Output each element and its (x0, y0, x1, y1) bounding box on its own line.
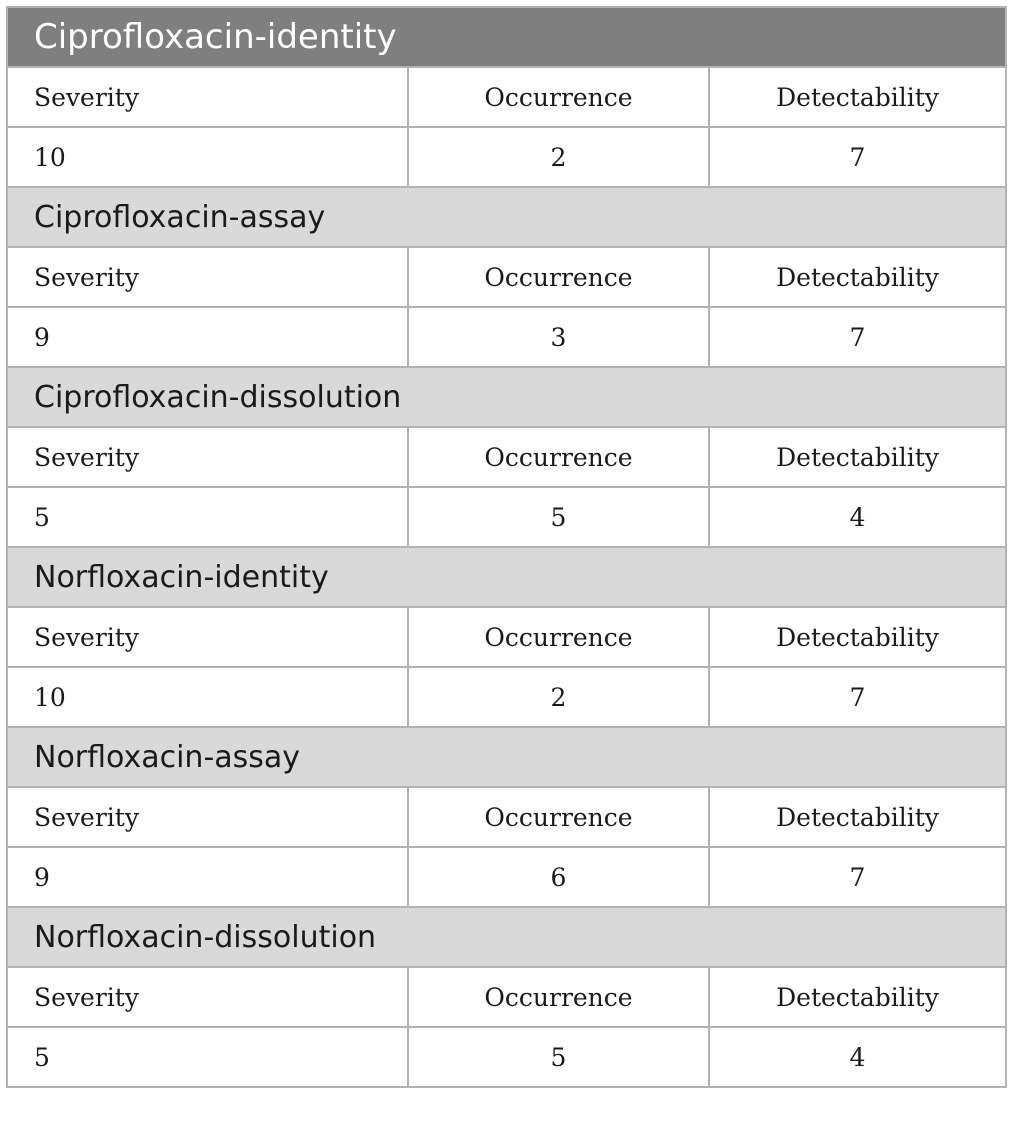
occurrence-label: Occurrence (408, 247, 709, 307)
section-title: Norfloxacin-assay (7, 727, 1006, 787)
detectability-value: 4 (709, 487, 1006, 547)
detectability-label: Detectability (709, 607, 1006, 667)
fmea-table (6, 6, 1007, 1088)
detectability-label: Detectability (709, 247, 1006, 307)
section-title: Ciprofloxacin-dissolution (7, 367, 1006, 427)
label-row (7, 427, 1006, 487)
value-row (7, 307, 1006, 367)
label-row (7, 787, 1006, 847)
section-header-row (7, 367, 1006, 427)
value-row (7, 847, 1006, 907)
label-row (7, 247, 1006, 307)
occurrence-label: Occurrence (408, 67, 709, 127)
section-title: Ciprofloxacin-identity (7, 7, 1006, 67)
label-row (7, 67, 1006, 127)
severity-value: 5 (7, 1027, 408, 1087)
occurrence-value: 5 (408, 1027, 709, 1087)
label-row (7, 967, 1006, 1027)
section-title: Norfloxacin-dissolution (7, 907, 1006, 967)
severity-value: 10 (7, 127, 408, 187)
label-row (7, 607, 1006, 667)
occurrence-label: Occurrence (408, 427, 709, 487)
section-title: Norfloxacin-identity (7, 547, 1006, 607)
severity-value: 10 (7, 667, 408, 727)
section-header-row (7, 187, 1006, 247)
detectability-value: 7 (709, 127, 1006, 187)
section-header-row (7, 547, 1006, 607)
severity-value: 9 (7, 847, 408, 907)
section-header-row (7, 907, 1006, 967)
detectability-label: Detectability (709, 787, 1006, 847)
section-title: Ciprofloxacin-assay (7, 187, 1006, 247)
value-row (7, 127, 1006, 187)
value-row (7, 667, 1006, 727)
severity-label: Severity (7, 247, 408, 307)
severity-label: Severity (7, 967, 408, 1027)
value-row (7, 1027, 1006, 1087)
severity-label: Severity (7, 787, 408, 847)
occurrence-label: Occurrence (408, 787, 709, 847)
occurrence-value: 3 (408, 307, 709, 367)
occurrence-value: 2 (408, 667, 709, 727)
severity-label: Severity (7, 607, 408, 667)
occurrence-value: 2 (408, 127, 709, 187)
severity-value: 5 (7, 487, 408, 547)
detectability-label: Detectability (709, 67, 1006, 127)
detectability-value: 4 (709, 1027, 1006, 1087)
occurrence-value: 6 (408, 847, 709, 907)
section-header-row (7, 727, 1006, 787)
occurrence-label: Occurrence (408, 607, 709, 667)
severity-label: Severity (7, 67, 408, 127)
severity-label: Severity (7, 427, 408, 487)
value-row (7, 487, 1006, 547)
occurrence-value: 5 (408, 487, 709, 547)
detectability-value: 7 (709, 667, 1006, 727)
detectability-label: Detectability (709, 967, 1006, 1027)
occurrence-label: Occurrence (408, 967, 709, 1027)
detectability-label: Detectability (709, 427, 1006, 487)
detectability-value: 7 (709, 307, 1006, 367)
severity-value: 9 (7, 307, 408, 367)
section-header-row (7, 7, 1006, 67)
detectability-value: 7 (709, 847, 1006, 907)
